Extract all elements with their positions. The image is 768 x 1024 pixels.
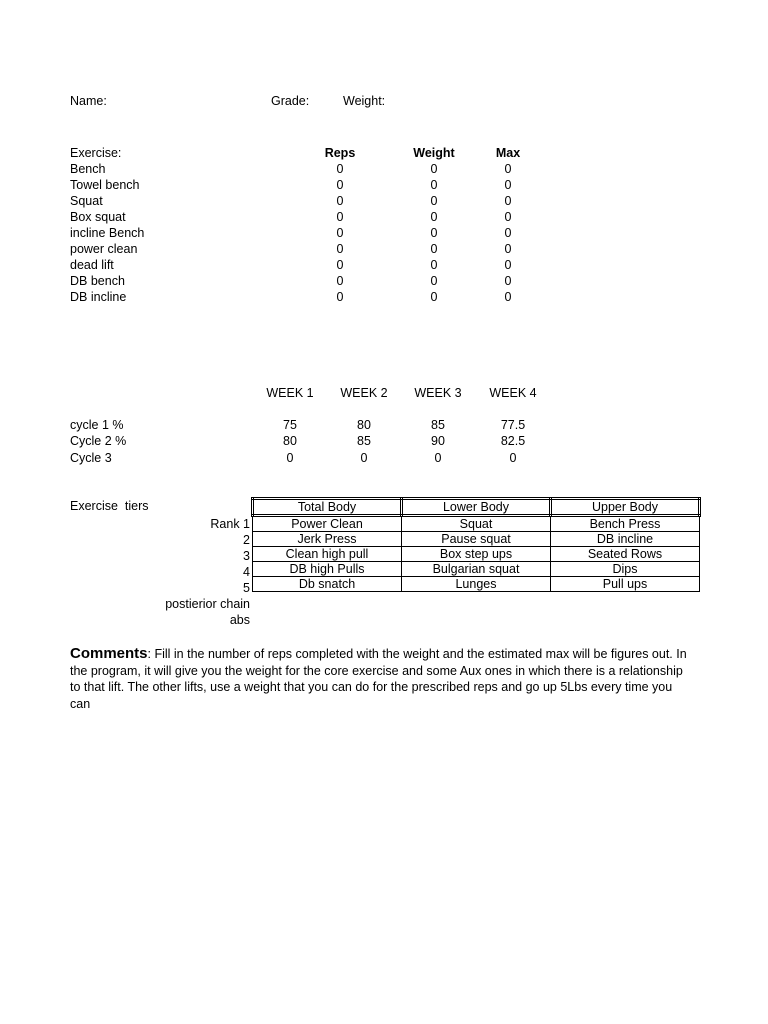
- cycle-name: Cycle 2 %: [70, 434, 127, 448]
- week-header: WEEK 4: [489, 386, 537, 400]
- cycle-value: 80: [357, 418, 371, 432]
- tier-column-header: Total Body: [253, 499, 402, 516]
- tier-cell: Pause squat: [402, 532, 551, 547]
- weeks-header-row: [70, 385, 570, 401]
- exercise-row: [70, 273, 512, 289]
- exercise-name: dead lift: [70, 258, 114, 272]
- exercise-name: Bench: [70, 162, 106, 176]
- cycle-value: 77.5: [500, 418, 526, 432]
- comments-title: Comments: [70, 645, 148, 662]
- weight-label: Weight:: [343, 94, 386, 108]
- tier-cell: Pull ups: [551, 577, 700, 592]
- exercise-reps: 0: [336, 226, 344, 240]
- cycle-name: cycle 1 %: [70, 418, 124, 432]
- tier-cell: Box step ups: [402, 547, 551, 562]
- exercise-max: 0: [504, 226, 512, 240]
- tier-cell: Seated Rows: [551, 547, 700, 562]
- cycle-value: 80: [283, 434, 297, 448]
- exercise-reps: 0: [336, 162, 344, 176]
- exercise-max: 0: [504, 242, 512, 256]
- exercise-header-label: Exercise:: [70, 146, 122, 160]
- tier-cell: Power Clean: [253, 516, 402, 532]
- week-header: WEEK 3: [414, 386, 462, 400]
- cycle-value: 82.5: [500, 434, 526, 448]
- max-column-header: Max: [495, 146, 521, 160]
- comments-text: : Fill in the number of reps completed with the weight and the estimated max will be figures out. In the program, it will give you the weight for the core exercise and some Aux ones in which there is a relationship to that lift. The other lifts, use a weight that you can do for the prescribed reps and go up 5Lbs every time you can: [70, 647, 687, 711]
- rank-label: 4: [243, 565, 250, 579]
- exercise-max: 0: [504, 258, 512, 272]
- exercise-tiers-table: [251, 497, 701, 592]
- exercise-row: [70, 193, 512, 209]
- exercise-name: incline Bench: [70, 226, 145, 240]
- exercise-max: 0: [504, 194, 512, 208]
- tier-cell: Clean high pull: [253, 547, 402, 562]
- cycle-value: 85: [357, 434, 371, 448]
- tier-cell: Jerk Press: [253, 532, 402, 547]
- exercise-weight: 0: [430, 290, 438, 304]
- exercise-header-row: [70, 145, 521, 161]
- tier-cell: Bench Press: [551, 516, 700, 532]
- rank-label: postierior chain: [165, 597, 250, 611]
- exercise-weight: 0: [430, 210, 438, 224]
- exercise-row: [70, 257, 512, 273]
- cycle-row: [70, 433, 570, 449]
- comments-block: [70, 646, 690, 712]
- exercise-name: Squat: [70, 194, 103, 208]
- weight-column-header: Weight: [413, 146, 455, 160]
- grade-label: Grade:: [271, 94, 310, 108]
- exercise-row: [70, 289, 512, 305]
- cycle-value: 90: [431, 434, 445, 448]
- exercise-reps: 0: [336, 178, 344, 192]
- tier-cell: DB high Pulls: [253, 562, 402, 577]
- exercise-row: [70, 241, 512, 257]
- exercise-tiers-label: Exercise tiers: [70, 499, 149, 513]
- cycle-row: [70, 450, 570, 466]
- exercise-max: 0: [504, 290, 512, 304]
- tier-row: [253, 562, 700, 577]
- exercise-name: Box squat: [70, 210, 126, 224]
- tier-cell: Dips: [551, 562, 700, 577]
- exercise-weight: 0: [430, 274, 438, 288]
- exercise-weight: 0: [430, 242, 438, 256]
- cycle-name: Cycle 3: [70, 451, 112, 465]
- exercise-max: 0: [504, 178, 512, 192]
- exercise-row: [70, 177, 512, 193]
- cycle-value: 0: [360, 451, 368, 465]
- exercise-max: 0: [504, 210, 512, 224]
- exercise-name: DB bench: [70, 274, 125, 288]
- tier-row: [253, 516, 700, 532]
- reps-column-header: Reps: [324, 146, 356, 160]
- cycle-value: 85: [431, 418, 445, 432]
- exercise-weight: 0: [430, 226, 438, 240]
- tier-cell: Squat: [402, 516, 551, 532]
- cycle-row: [70, 417, 570, 433]
- exercise-name: DB incline: [70, 290, 127, 304]
- exercise-max: 0: [504, 274, 512, 288]
- tier-cell: Bulgarian squat: [402, 562, 551, 577]
- exercise-reps: 0: [336, 242, 344, 256]
- tier-row: [253, 547, 700, 562]
- rank-label: abs: [229, 613, 250, 627]
- exercise-reps: 0: [336, 274, 344, 288]
- exercise-max: 0: [504, 162, 512, 176]
- cycle-value: 0: [509, 451, 517, 465]
- tiers-header-row: [253, 499, 700, 516]
- exercise-reps: 0: [336, 290, 344, 304]
- tier-column-header: Lower Body: [402, 499, 551, 516]
- exercise-row: [70, 209, 512, 225]
- exercise-name: power clean: [70, 242, 138, 256]
- exercise-weight: 0: [430, 178, 438, 192]
- exercise-row: [70, 225, 512, 241]
- name-label: Name:: [70, 94, 107, 108]
- exercise-weight: 0: [430, 194, 438, 208]
- tier-row: [253, 577, 700, 592]
- cycle-value: 75: [283, 418, 297, 432]
- week-header: WEEK 1: [266, 386, 314, 400]
- tier-row: [253, 532, 700, 547]
- rank-label: Rank 1: [210, 517, 250, 531]
- week-header: WEEK 2: [340, 386, 388, 400]
- tier-cell: DB incline: [551, 532, 700, 547]
- rank-label: 2: [243, 533, 250, 547]
- tier-cell: Lunges: [402, 577, 551, 592]
- exercise-name: Towel bench: [70, 178, 140, 192]
- cycle-value: 0: [434, 451, 442, 465]
- tier-column-header: Upper Body: [551, 499, 700, 516]
- rank-label: 3: [243, 549, 250, 563]
- exercise-weight: 0: [430, 162, 438, 176]
- tier-cell: Db snatch: [253, 577, 402, 592]
- exercise-reps: 0: [336, 258, 344, 272]
- exercise-weight: 0: [430, 258, 438, 272]
- rank-label: 5: [243, 581, 250, 595]
- cycle-value: 0: [286, 451, 294, 465]
- exercise-row: [70, 161, 512, 177]
- exercise-reps: 0: [336, 210, 344, 224]
- exercise-reps: 0: [336, 194, 344, 208]
